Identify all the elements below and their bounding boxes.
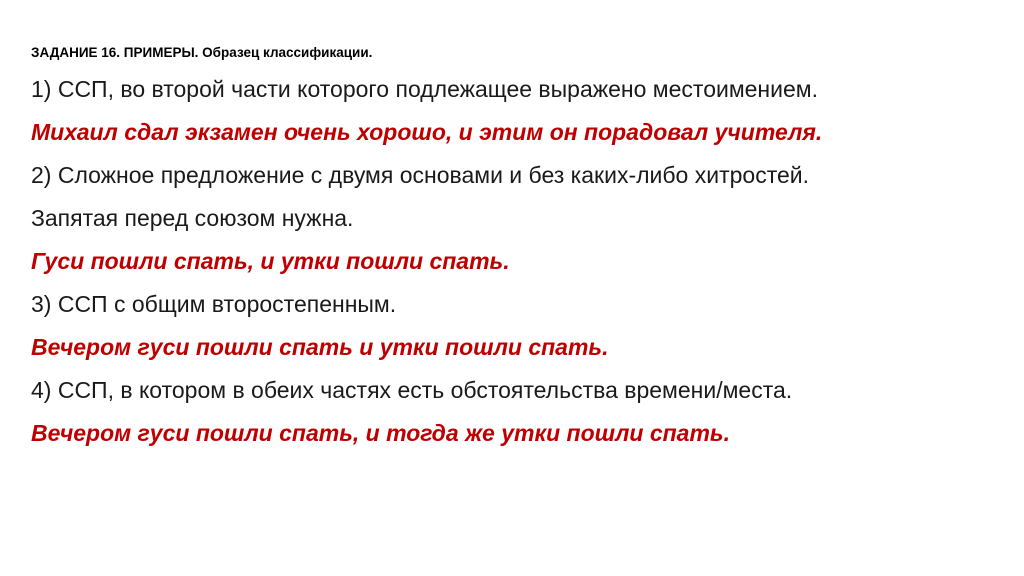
rule-4-text: 4) ССП, в котором в обеих частях есть обстоятельства времени/места.	[31, 377, 793, 403]
slide-heading: ЗАДАНИЕ 16. ПРИМЕРЫ. Образец классификации.	[31, 45, 373, 60]
rule-2-example: Гуси пошли спать, и утки пошли спать.	[31, 248, 510, 274]
rule-1-text: 1) ССП, во второй части которого подлежащее выражено местоимением.	[31, 76, 818, 102]
rule-4-example: Вечером гуси пошли спать, и тогда же утки пошли спать.	[31, 420, 730, 446]
rule-1-example: Михаил сдал экзамен очень хорошо, и этим он порадовал учителя.	[31, 119, 823, 145]
rule-2-note: Запятая перед союзом нужна.	[31, 205, 354, 231]
rule-3-text: 3) ССП с общим второстепенным.	[31, 291, 397, 317]
rule-2-text: 2) Сложное предложение с двумя основами и без каких-либо хитростей.	[31, 162, 810, 188]
rule-3-example: Вечером гуси пошли спать и утки пошли спать.	[31, 334, 609, 360]
